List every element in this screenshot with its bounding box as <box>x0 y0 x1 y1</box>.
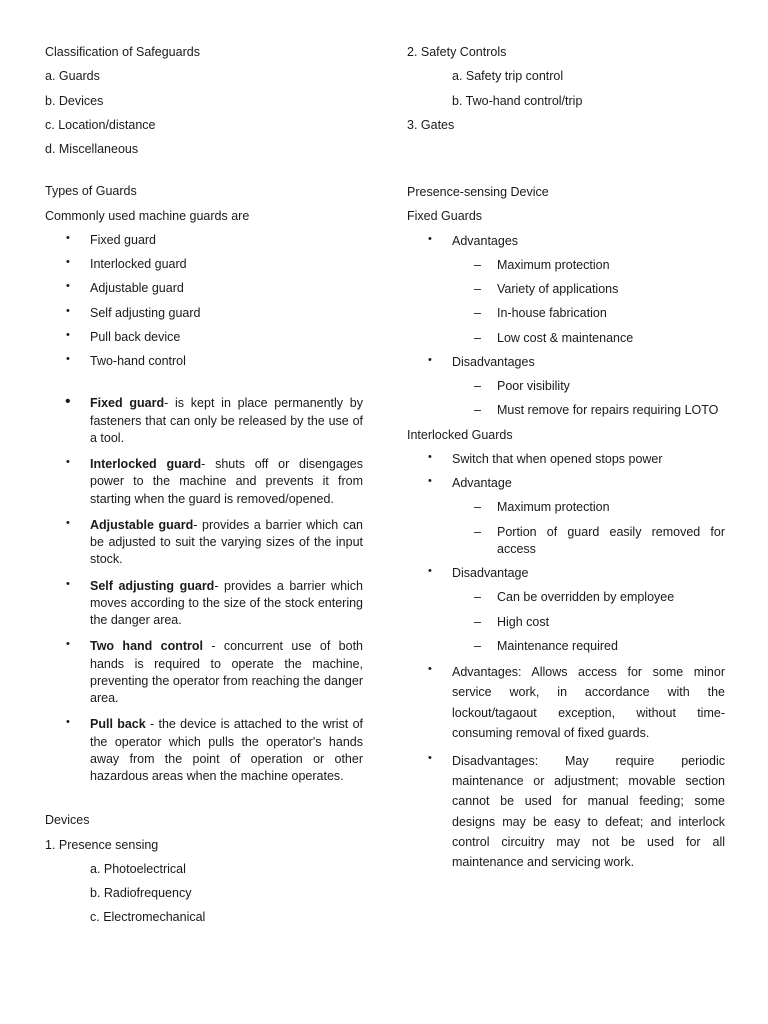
description-term: Two hand control <box>90 639 204 654</box>
classification-item: c. Location/distance <box>45 117 156 132</box>
description-text: - is kept in place permanently by fasteners that can only be released by the use of a tool. <box>90 396 363 445</box>
device-item: c. Electromechanical <box>90 910 206 925</box>
gates-title: 3. Gates <box>407 117 455 132</box>
description-text: - provides a barrier which moves according to the size of the stock entering the danger area. <box>90 578 363 627</box>
safety-controls-title: 2. Safety Controls <box>407 45 507 59</box>
presence-sensing-title: Presence-sensing Device <box>407 185 549 199</box>
fixed-guards-list <box>407 233 725 420</box>
description-text: - concurrent use of both hands is required to operate the machine, preventing the operator from reaching the danger area. <box>90 639 363 705</box>
list-item: • Interlocked guard <box>45 256 363 273</box>
disadvantages-paragraph: • Disadvantages: May require periodic maintenance or adjustment; movable section cannot be used for manual feeding; some designs may be easy to defeat; and interlock control circuitry may not be used for all maintenance and servicing work. <box>407 751 725 873</box>
list-item: – Maintenance required <box>407 638 725 655</box>
list-item: – Can be overridden by employee <box>407 589 725 606</box>
left-column <box>45 44 363 934</box>
safety-control-item: a. Safety trip control <box>452 69 564 84</box>
list-item: – Maximum protection <box>407 257 725 274</box>
types-title: Types of Guards <box>45 184 137 199</box>
list-item: • Pull back device <box>45 329 363 346</box>
guard-type-list <box>45 232 363 371</box>
disadvantage-label: • Disadvantage <box>407 565 725 582</box>
guard-descriptions <box>45 395 363 785</box>
device-item: a. Photoelectrical <box>90 861 186 876</box>
list-item: • Two-hand control <box>45 353 363 370</box>
list-item: – Variety of applications <box>407 281 725 298</box>
description-term: Interlocked guard <box>90 457 202 471</box>
description-item <box>45 395 363 447</box>
interlocked-guards-list <box>407 451 725 873</box>
description-term: Adjustable guard <box>90 517 194 532</box>
device-item: b. Radiofrequency <box>90 886 192 900</box>
list-item: – Must remove for repairs requiring LOTO <box>407 402 725 419</box>
description-item <box>45 517 363 569</box>
presence-sensing-heading: 1. Presence sensing <box>45 837 159 852</box>
safety-control-item: b. Two-hand control/trip <box>452 93 583 108</box>
description-text: - provides a barrier which can be adjusted to suit the varying sizes of the input stock. <box>90 517 363 567</box>
advantages-paragraph: • Advantages: Allows access for some minor service work, in accordance with the lockout/tagaout exception, without time-consuming removal of fixed guards. <box>407 662 725 744</box>
right-column <box>407 44 725 880</box>
description-term: Self adjusting guard <box>90 578 215 593</box>
list-item: • Switch that when opened stops power <box>407 451 725 468</box>
description-text: - shuts off or disengages power to the machine and prevents it from starting when the guard is removed/opened. <box>90 457 363 506</box>
types-intro: Commonly used machine guards are <box>45 208 250 223</box>
fixed-guards-title: Fixed Guards <box>407 209 483 224</box>
advantages-label: • Advantages <box>407 233 725 250</box>
classification-item: a. Guards <box>45 69 100 84</box>
list-item: – Maximum protection <box>407 499 725 516</box>
description-text: - the device is attached to the wrist of the operator which pulls the operator's hands away from the point of operation or other hazardous areas when the machine operates. <box>90 717 363 783</box>
description-item <box>45 578 363 630</box>
description-item <box>45 638 363 707</box>
devices-title: Devices <box>45 813 90 828</box>
disadvantages-label: • Disadvantages <box>407 354 725 371</box>
classification-item: b. Devices <box>45 93 104 108</box>
list-item: – Poor visibility <box>407 378 725 395</box>
description-term: Pull back <box>90 717 146 732</box>
description-item <box>45 456 363 508</box>
list-item: – In-house fabrication <box>407 305 725 322</box>
classification-title: Classification of Safeguards <box>45 45 200 59</box>
list-item: • Adjustable guard <box>45 280 363 297</box>
advantage-label: • Advantage <box>407 475 725 492</box>
description-term: Fixed guard <box>90 396 165 411</box>
list-item: – Portion of guard easily removed for access <box>407 524 725 559</box>
list-item: – Low cost & maintenance <box>407 330 725 347</box>
classification-item: d. Miscellaneous <box>45 142 139 156</box>
interlocked-guards-title: Interlocked Guards <box>407 427 513 442</box>
list-item: – High cost <box>407 614 725 631</box>
list-item: • Self adjusting guard <box>45 305 363 322</box>
list-item: • Fixed guard <box>45 232 363 249</box>
description-item <box>45 716 363 785</box>
